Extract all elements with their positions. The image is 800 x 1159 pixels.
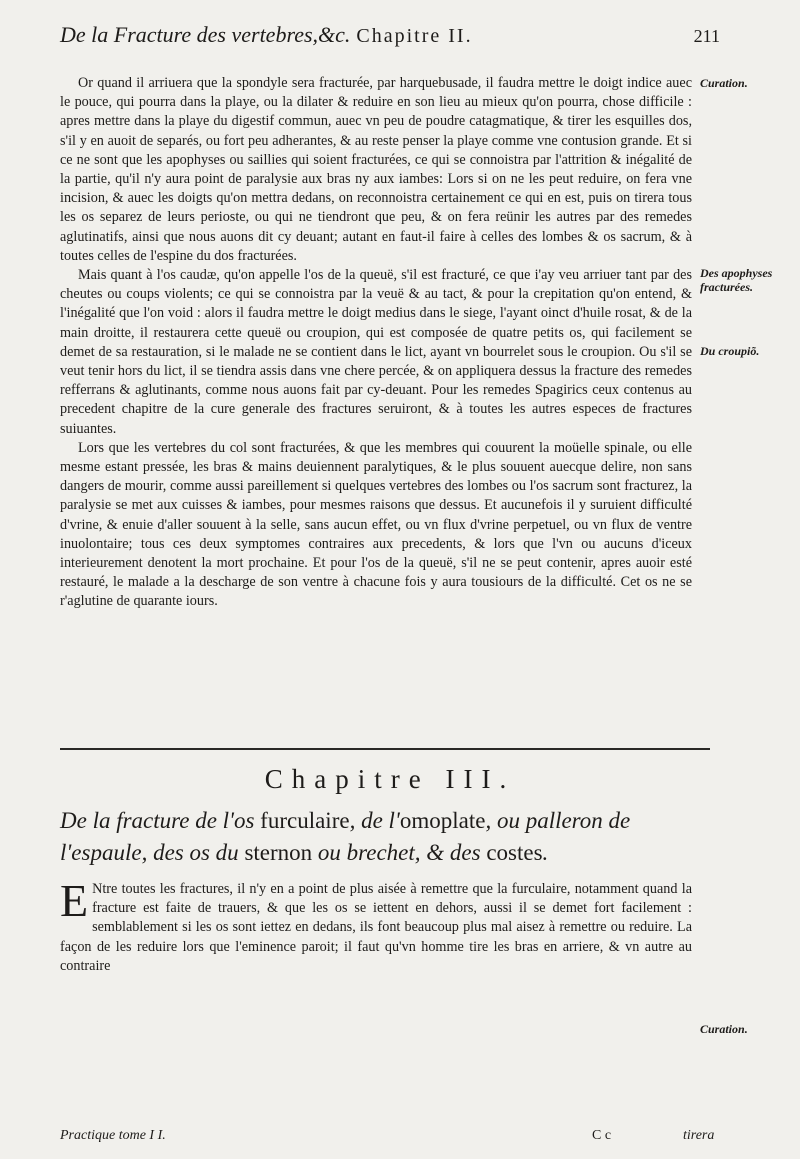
body-text	[60, 74, 692, 612]
chapter-title-part: .	[542, 840, 549, 865]
running-head	[60, 22, 720, 62]
drop-cap: E	[60, 875, 89, 926]
chapter-title-roman: sternon	[244, 840, 313, 865]
paragraph-3: Lors que les vertebres du col sont fracturées, & que les membres qui couurent la moüelle spinale, ou elle mesme estant pressée, les bras & mains deuiennent paralytiques, & le plus souuent auecque delire, non sans dangers de mourir, comme aussi pareillement si quelques vertebres des lombes ou l'os sacrum sont fracturez, la paralysie se met aux cuisses & iambes, pour mesmes raisons que dessus. Et aucunefois il y suruient difficulté d'vrine, & enuie d'aller souuent à la selle, sans aucun effet, ou vn flux d'vrine perpetuel, ou vn flux de ventre inuolontaire; tous ces deux symptomes contraires aux precedents, & lors que l'vn ou aucuns d'iceux interieurement denotent la mort prochaine. Et pour l'os de la queuë, s'il ne se peut contenir, apres auoir esté restauré, le malade a la descharge de son ventre à chacune fois y aura tousiours de la difficulté. Cet os ne se r'aglutine de quarante iours.	[60, 439, 692, 610]
chapter-title	[60, 805, 710, 869]
section-divider	[60, 748, 710, 750]
chapter-title-part: , de l'	[349, 808, 400, 833]
chapter-title-part: De la fracture de l'os	[60, 808, 261, 833]
chapter-title-part: ou brechet, & des	[312, 840, 487, 865]
chapter-title-part: , ou palleron de l'espaule, des os du	[60, 808, 631, 865]
margin-note-croupion: Du croupiõ.	[700, 344, 760, 358]
paragraph-1: Or quand il arriuera que la spondyle sera fracturée, par harquebusade, il faudra mettre le doigt indice auec le pouce, qui pourra dans la playe, ou la dilater & reduire en son lieu au mieux qu'on pourra, chose difficile : apres mettre dans la playe du digestif commun, auec vn peu de poudre catagmatique, & tirer les esquilles dos, s'il y en auoit de separés, ou fort peu adherantes, & au reste penser la playe comme vne contusion grande. Et si ce ne sont que les apophyses ou saillies qui soient fracturées, ce qui se connoistra par l'attrition & inégalité de la partie, qu'il n'y aura point de paralysie aux bras ny aux iambes: Lors si on ne les peut reduire, on fera vne incision, & auec les doigts qu'on mettra dedans, on reconnoistra certainement ce qui en est, puis on tirera tous les os separez de leurs perioste, ou qui ne tiendront que peu, & on fera reünir les autres par des remedes aglutinatifs, ainsi que nous auons dit cy deuant; autant en faut-il faire à celles des lombes & os sacrum, & à toutes celles de l'espine du dos fracturées.	[60, 75, 692, 264]
chapter-title-roman: furculaire	[260, 808, 350, 833]
page-number: 211	[693, 26, 720, 46]
chapter-title-roman: costes	[486, 840, 543, 865]
margin-note-curation: Curation.	[700, 76, 748, 90]
margin-note-curation-2: Curation.	[700, 1022, 748, 1036]
chapter-body	[60, 875, 692, 976]
paragraph-2: Mais quant à l'os caudæ, qu'on appelle l'os de la queuë, s'il est fracturé, ce que i'ay veu arriuer tant par des cheutes ou coups violents; ce qui se connoistra par la veuë & au tact, & pour la crepitation qu'on entend, & l'inégalité que l'on void : alors il faudra mettre le doigt medius dans le siege, l'ayant oinct d'huile rosat, & de la main droitte, il restaurera cette queuë ou croupion, qui est composée de quatre petits os, qui facilement se demet de sa restauration, si le malade ne se contient dans le lict, ayant vn bourrelet sous le croupion. Ou s'il se veut tenir hors du lict, il se tiendra assis dans vne chere percée, & on appliquera dessus la fracture des remedes refferrans & aglutinants, comme nous auons fait par cy-deuant. Pour les remedes Spagirics ceux contenus au precedent chapitre de la cure generale des fractures seruiront, & à toutes les autres especes de fractures suiuantes.	[60, 267, 692, 437]
signature-line: Practique tome I I.	[60, 1128, 166, 1143]
chapter-paragraph	[60, 875, 692, 976]
catchword: tirera	[683, 1128, 715, 1143]
chapter-title-roman: omoplate	[399, 808, 486, 833]
signature-mark: C c	[592, 1128, 612, 1143]
margin-note-apophyses: Des apophyses fracturées.	[700, 266, 773, 294]
page-footer	[60, 1128, 720, 1150]
running-head-title: De la Fracture des vertebres,&c.	[60, 22, 351, 47]
running-head-chapter: Chapitre II.	[356, 25, 473, 47]
chapter-heading: Chapitre III.	[264, 764, 516, 794]
chapter-paragraph-text: Ntre toutes les fractures, il n'y en a point de plus aisée à remettre que la furculaire, notamment quand la fracture est faite de trauers, & que les os se iettent en dehors, aussi il se demet fort facilement : semblablement si les os sont iettez en dedans, ils font beaucoup plus mal aisez à remettre ou reduire. La façon de les reduire lors que l'eminence paroit; il faut qu'vn homme tire les bras en arriere, & vn autre au contraire	[60, 881, 692, 974]
